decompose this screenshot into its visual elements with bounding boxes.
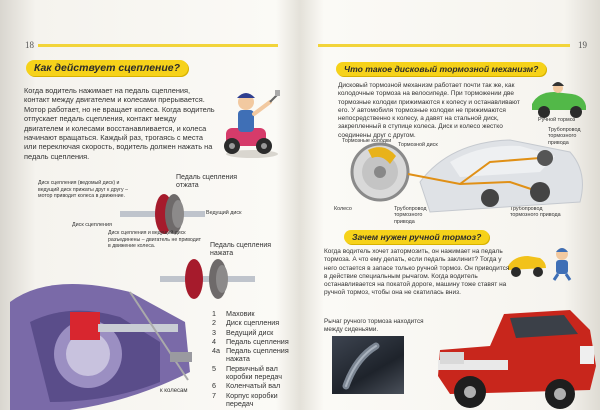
parts-legend — [212, 310, 292, 409]
page-number-right: 19 — [578, 40, 587, 50]
legend-item: 4a Педаль сцепления нажата — [212, 346, 289, 364]
handbrake-photo — [332, 336, 404, 394]
legend-item: 4 Педаль сцепления — [212, 336, 289, 346]
label-wheel: Колесо — [334, 206, 352, 212]
legend-item: 5 Первичный вал коробки передач — [212, 363, 282, 381]
cartoon-driver-illustration — [212, 80, 292, 160]
svg-text:к колесам: к колесам — [160, 388, 188, 394]
heading-clutch: Как действует сцепление? — [26, 60, 188, 76]
cartoon-green-car — [528, 78, 590, 120]
legend-item: 2 Диск сцепления — [212, 318, 280, 328]
heading-disc-brake: Что такое дисковый тормозной механизм? — [336, 62, 546, 76]
legend-item: 3 Ведущий диск — [212, 327, 274, 337]
diag1-pedal-label: Педаль сцепления отжата — [176, 174, 238, 190]
handbrake-lever-icon — [332, 336, 404, 394]
top-rule-right — [318, 44, 570, 47]
label-handbrake: Ручной тормоз — [538, 117, 576, 123]
page-number-left: 18 — [25, 40, 34, 50]
legend-item: 1 Маховик — [212, 309, 255, 318]
clutch-paragraph: Когда водитель нажимает на педаль сцепления, контакт между двигателем и колесами прерывается. Мотор работает, но не вращает колеса. Когда водитель отпускает педаль сцепления, контакт между двигателем и колесами восстанавливается, и колеса начинают вращаться. Каждый раз, трогаясь с места или переключая скорость, водитель должен нажать на педаль сцепления. — [24, 86, 215, 161]
label-pipe-front: Трубопровод тормозного привода — [548, 127, 581, 146]
top-rule-left — [38, 44, 278, 47]
label-pads: Тормозные колодки — [342, 138, 392, 144]
pickup-truck-illustration — [430, 300, 600, 410]
legend-item: 7 Корпус коробки передач — [212, 390, 278, 408]
disc-brake-illustration — [340, 122, 590, 222]
clutch-cutaway-illustration — [10, 262, 200, 410]
label-disc: Тормозной диск — [398, 142, 438, 148]
disc-brake-paragraph: Дисковый тормозной механизм работает почти так же, как колодочные тормоза на велосипеде. При торможении две тормозные колодки прижимаются к колесу и останавливают его. У автомобиля тормозные колодки не прижимаются непосредственно к колесу, а давят на стальной диск, закрепленный в ступице колеса. Диск и колесо жестко соединены друг с другом. — [338, 82, 520, 139]
heading-handbrake: Зачем нужен ручной тормоз? — [344, 230, 489, 244]
handbrake-paragraph: Когда водитель хочет затормозить, он нажимает на педаль тормоза. А что ему делать, если педаль заклинит? Тогда у него остается в запасе только ручной тормоз. Он приводится в действие специальным рычагом. Когда водитель останавливается на покатой дороге, машину тоже ставят на ручной тормоз, чтобы она не скатилась вниз. — [324, 248, 510, 297]
legend-item: 6 Коленчатый вал — [212, 381, 281, 391]
photo-caption: Рычаг ручного тормоза находится между сиденьями. — [324, 318, 424, 333]
diag1-note: Диск сцепления (ведомый диск) и ведущий диск прижаты друг к другу – мотор приводит колеса в движение. — [38, 180, 128, 199]
diag2-pedal-label: Педаль сцепления нажата — [210, 242, 272, 258]
diag1-clutch-disc-label: Диск сцепления — [72, 222, 112, 228]
diag2-note: Диск сцепления и ведущий диск разъединены – двигатель не приводит в движение колеса. — [108, 230, 202, 249]
label-pipe-mid: Трубопровод тормозного привода — [394, 206, 427, 225]
label-pipe-rear: Трубопровод тормозного привода — [510, 206, 561, 219]
diag1-drive-disc-label: Ведущий диск — [206, 210, 242, 216]
cartoon-yellow-car — [506, 240, 586, 282]
